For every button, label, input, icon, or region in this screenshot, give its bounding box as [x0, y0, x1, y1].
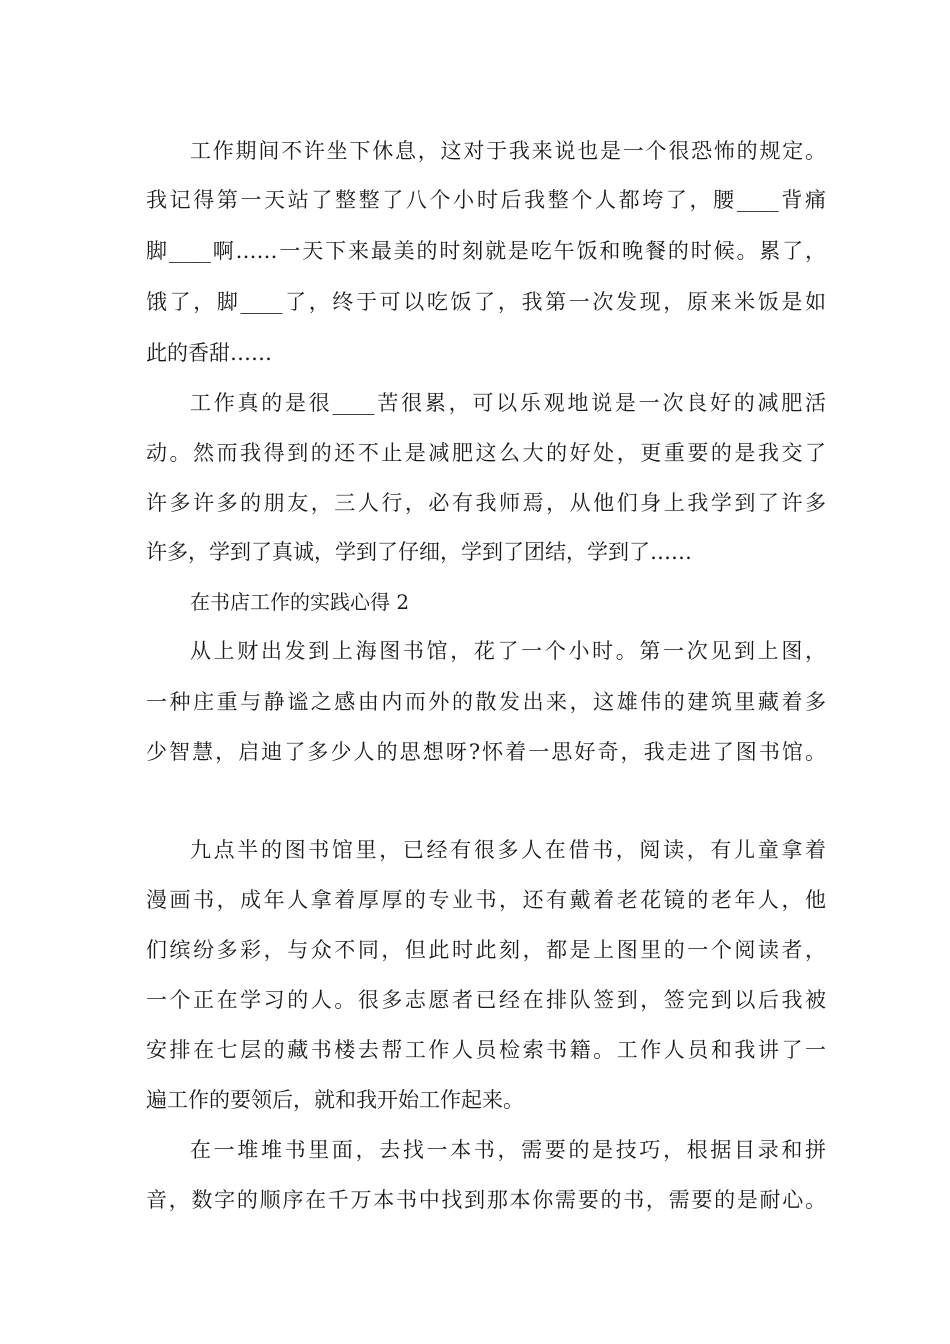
paragraph-1-line-4: 饿了，脚____了，终于可以吃饭了，我第一次发现，原来米饭是如	[146, 290, 826, 314]
paragraph-5-line-2: 音，数字的顺序在千万本书中找到那本你需要的书，需要的是耐心。	[146, 1188, 826, 1212]
paragraph-1-line-2: 我记得第一天站了整整了八个小时后我整个人都垮了，腰____背痛	[146, 188, 826, 212]
paragraph-3-line-1: 从上财出发到上海图书馆，花了一个小时。第一次见到上图，	[190, 639, 826, 663]
paragraph-3-line-3: 少智慧，启迪了多少人的思想呀?怀着一思好奇，我走进了图书馆。	[146, 740, 826, 764]
paragraph-1-line-5: 此的香甜……	[146, 341, 272, 365]
paragraph-4-line-5: 安排在七层的藏书楼去帮工作人员检索书籍。工作人员和我讲了一	[146, 1038, 826, 1062]
paragraph-4-line-2: 漫画书，成年人拿着厚厚的专业书，还有戴着老花镜的老年人，他	[146, 888, 826, 912]
paragraph-4-line-1: 九点半的图书馆里，已经有很多人在借书，阅读，有儿童拿着	[190, 838, 826, 862]
paragraph-4-line-3: 们缤纷多彩，与众不同，但此时此刻，都是上图里的一个阅读者，	[146, 938, 826, 962]
paragraph-4-line-6: 遍工作的要领后，就和我开始工作起来。	[146, 1088, 524, 1112]
paragraph-1-line-3: 脚____啊……一天下来最美的时刻就是吃午饭和晚餐的时候。累了，	[146, 239, 826, 263]
paragraph-1-line-1: 工作期间不许坐下休息，这对于我来说也是一个很恐怖的规定。	[190, 139, 826, 163]
paragraph-2-line-3: 许多许多的朋友，三人行，必有我师焉，从他们身上我学到了许多	[146, 491, 826, 515]
section-heading: 在书店工作的实践心得 2	[190, 590, 410, 614]
paragraph-4-line-4: 一个正在学习的人。很多志愿者已经在排队签到，签完到以后我被	[146, 988, 826, 1012]
paragraph-2-line-2: 动。然而我得到的还不止是减肥这么大的好处，更重要的是我交了	[146, 441, 826, 465]
paragraph-2-line-4: 许多，学到了真诚，学到了仔细，学到了团结，学到了……	[146, 540, 692, 564]
paragraph-2-line-1: 工作真的是很____苦很累，可以乐观地说是一次良好的减肥活	[190, 391, 826, 415]
paragraph-3-line-2: 一种庄重与静谧之感由内而外的散发出来，这雄伟的建筑里藏着多	[146, 690, 826, 714]
paragraph-5-line-1: 在一堆堆书里面，去找一本书，需要的是技巧，根据目录和拼	[190, 1138, 826, 1162]
